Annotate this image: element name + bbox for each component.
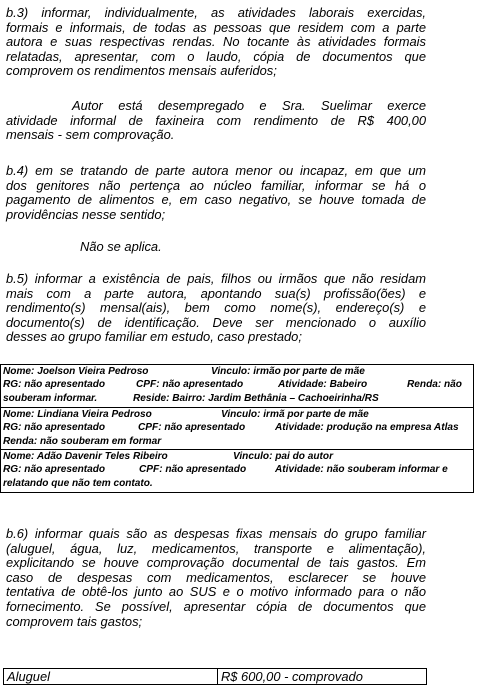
text-line: mais com a parte autora, apontando sua(s) profissão(ões) e [6, 285, 426, 301]
relative-cpf: CPF: não apresentado [138, 422, 246, 434]
paragraph-b6 [6, 527, 426, 629]
relative-name: Nome: Adão Davenir Teles Ribeiro [3, 451, 168, 462]
text-line: dos genitores não pertença ao núcleo familiar, informar se há o [6, 177, 426, 193]
paragraph-b5 [6, 272, 426, 345]
relative-entry [1, 408, 473, 450]
text-line: comprovem tais gastos; [6, 613, 143, 629]
answer-b4: Não se aplica. [80, 239, 162, 254]
relative-row [3, 378, 471, 391]
text-line: formais e informais, de todas as pessoas que residem com a parte [6, 19, 426, 35]
relative-row [3, 421, 471, 434]
text-line: desses ao grupo familiar em estudo, caso prestado; [6, 329, 302, 345]
text-line: b.5) informar a existência de pais, filhos ou irmãos que não residam [6, 271, 426, 286]
relative-activity: Atividade: Babeiro [278, 379, 368, 391]
relative-note: relatando que não tem contato. [3, 477, 153, 489]
text-line: explicitando se houve comprovação documental de tais gastos. Em [6, 555, 426, 571]
relative-cpf: CPF: não apresentado [139, 464, 247, 476]
text-line: mensais - sem comprovação. [6, 127, 175, 143]
relative-activity: Atividade: produção na empresa Atlas [275, 422, 459, 434]
relative-row [3, 463, 471, 476]
text-line: atividade informal de faxineira com rendimento de R$ 400,00 [6, 112, 426, 128]
text-line: comprovem os rendimentos mensais auferidos; [6, 63, 277, 79]
expenses-table [3, 668, 427, 685]
relative-rg: RG: não apresentado [3, 379, 106, 391]
text-line: tentativa de obtê-los junto ao SUS e o motivo informado para o não [6, 584, 426, 600]
text-line: b.6) informar quais são as despesas fixas mensais do grupo familiar [6, 526, 426, 541]
relative-name: Nome: Joelson Vieira Pedroso [3, 366, 149, 377]
relative-note: souberam informar. [3, 392, 98, 404]
relative-link: Vinculo: irmã por parte de mãe [221, 409, 369, 420]
paragraph-b3 [6, 6, 426, 79]
relative-entry [1, 450, 473, 492]
relative-row [3, 435, 471, 448]
relative-row [3, 392, 471, 405]
relative-row [3, 477, 471, 490]
text-line: Autor está desempregado e Sra. Suelimar exerce [72, 98, 426, 113]
text-line: b.4) em se tratando de parte autora menor ou incapaz, em que um [6, 163, 426, 178]
text-line: fornecimento. Se possível, apresentar cópia de documentos que [6, 598, 426, 614]
text-line: b.3) informar, individualmente, as atividades laborais exercidas, [6, 5, 426, 20]
text-line: relatadas, apresentar, com o laudo, cópia de documentos que [6, 48, 426, 64]
expense-item: Aluguel [4, 669, 218, 684]
paragraph-b4 [6, 164, 426, 222]
relative-income: Renda: não [407, 379, 462, 391]
relative-entry [1, 365, 473, 408]
relative-activity: Atividade: não souberam informar e [275, 464, 448, 476]
relatives-table [0, 364, 474, 493]
relative-name: Nome: Lindiana Vieira Pedroso [3, 409, 152, 420]
relative-row [3, 450, 471, 463]
relative-cpf: CPF: não apresentado [136, 379, 244, 391]
relative-row [3, 408, 471, 421]
text-line: (aluguel, água, luz, medicamentos, transporte e alimentação), [6, 540, 426, 556]
relative-rg: RG: não apresentado [3, 464, 106, 476]
text-line: autora e suas respectivas rendas. No tocante às atividades formais [6, 34, 426, 50]
text-line: caso de despesas com medicamentos, esclarecer se houve [6, 569, 426, 585]
relative-link: Vinculo: pai do autor [233, 451, 334, 462]
expense-value: R$ 600,00 - comprovado [221, 669, 363, 684]
text-line: providências nesse sentido; [6, 206, 166, 222]
text-line: documento(s) de identificação. Deve ser mencionado o auxílio [6, 314, 426, 330]
relative-row [3, 365, 471, 378]
relative-address: Reside: Bairro: Jardim Bethânia – Cachoeirinha/RS [133, 392, 379, 404]
answer-b3 [6, 99, 426, 143]
relative-income: Renda: não souberam em formar [3, 435, 162, 447]
text-line: pagamento de alimentos e, em caso negativo, se houve tomada de [6, 192, 426, 208]
text-line: rendimento(s) mensal(ais), bem como nome(s), endereço(s) e [6, 300, 426, 316]
relative-rg: RG: não apresentado [3, 422, 106, 434]
relative-link: Vinculo: irmão por parte de mãe [211, 366, 365, 377]
